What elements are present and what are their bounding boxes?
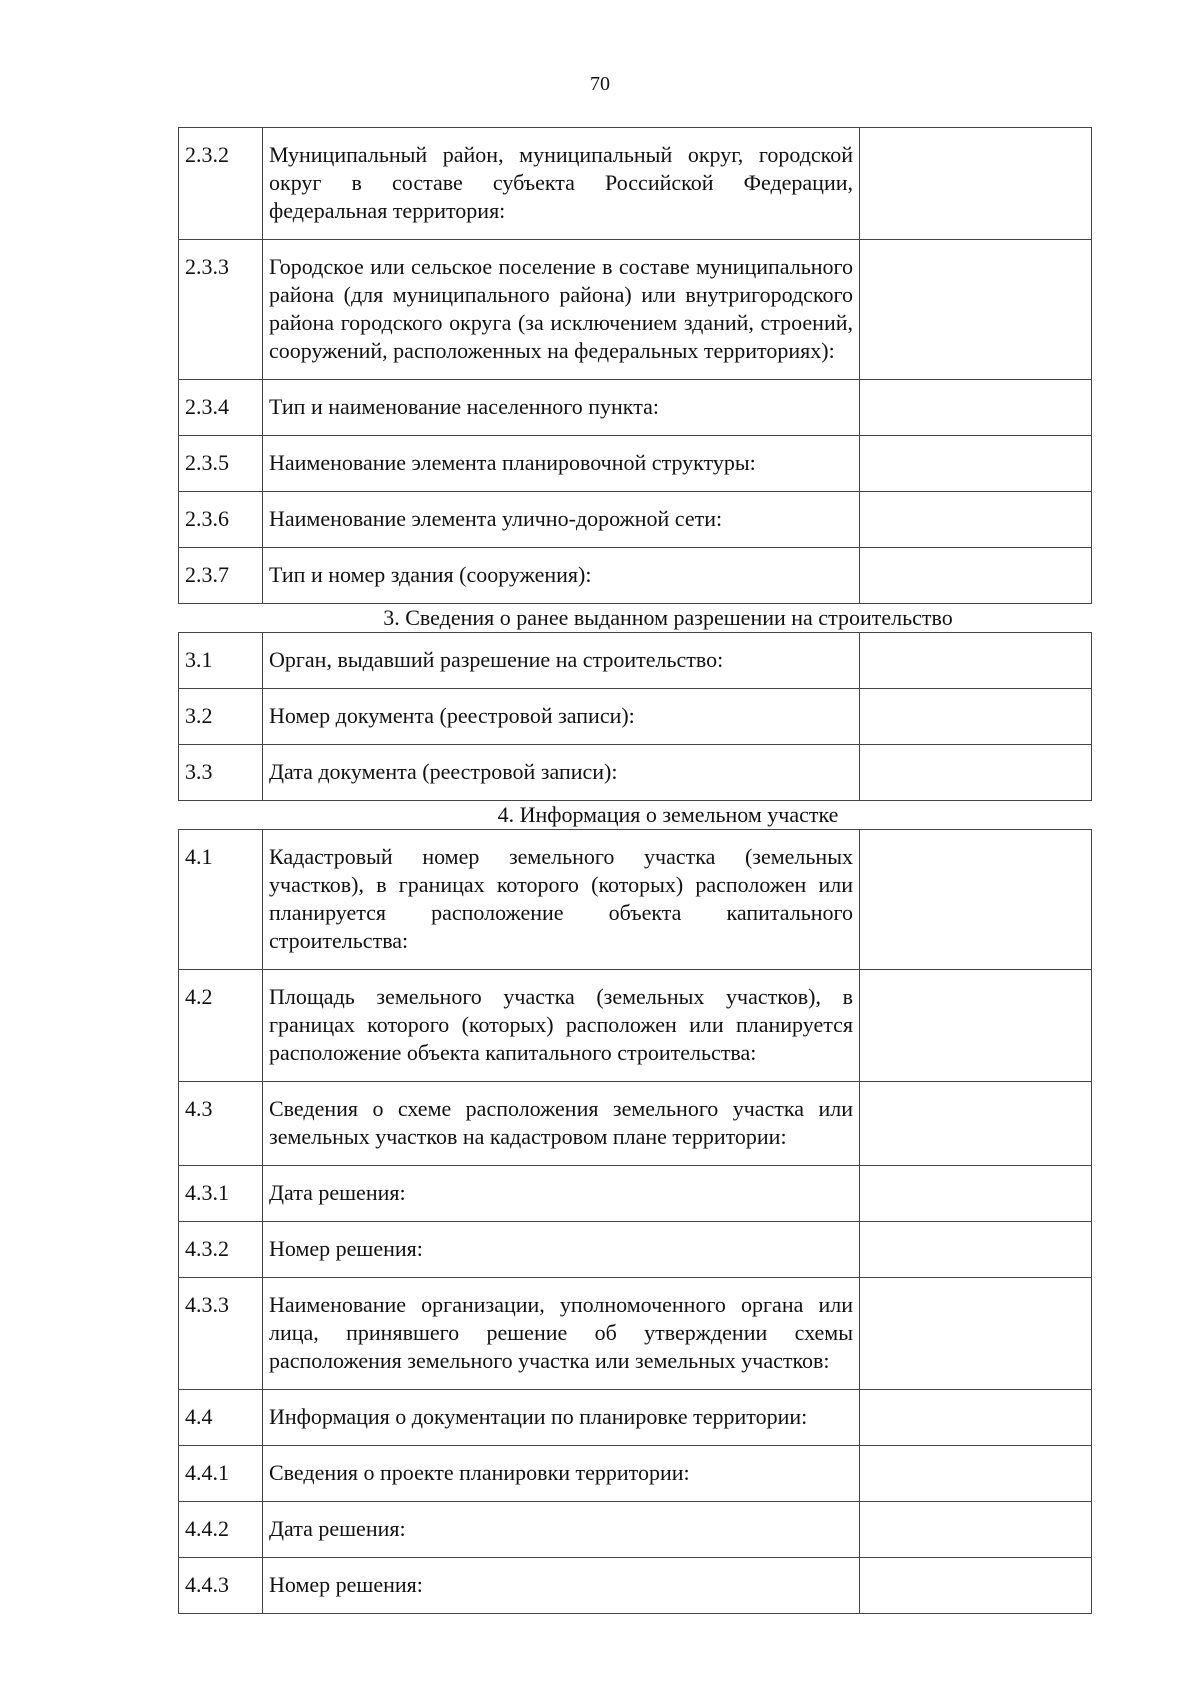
table-row	[179, 492, 1092, 548]
row-number: 4.3.1	[179, 1166, 263, 1222]
row-number: 3.1	[179, 633, 263, 689]
row-number: 4.1	[179, 830, 263, 970]
table-row	[179, 1558, 1092, 1614]
row-label: Информация о документации по планировке территории:	[263, 1390, 860, 1446]
row-number: 4.4.2	[179, 1502, 263, 1558]
row-value-cell[interactable]	[860, 689, 1092, 745]
row-label: Наименование элемента улично-дорожной сети:	[263, 492, 860, 548]
section-heading-permit: 3. Сведения о ранее выданном разрешении на строительство	[383, 605, 953, 630]
row-label: Наименование организации, уполномоченного органа или лица, принявшего решение об утверждении схемы расположения земельного участка или земельных участков:	[263, 1278, 860, 1390]
row-number: 4.4.1	[179, 1446, 263, 1502]
row-number: 4.2	[179, 970, 263, 1082]
row-label: Кадастровый номер земельного участка (земельных участков), в границах которого (которых) расположен или планируется расположение объекта капитального строительства:	[263, 830, 860, 970]
row-value-cell[interactable]	[860, 1166, 1092, 1222]
table-row	[179, 1446, 1092, 1502]
row-label: Наименование элемента планировочной структуры:	[263, 436, 860, 492]
row-number: 2.3.7	[179, 548, 263, 604]
table-row	[179, 1390, 1092, 1446]
row-number: 4.4.3	[179, 1558, 263, 1614]
table-row	[179, 1222, 1092, 1278]
row-value-cell[interactable]	[860, 548, 1092, 604]
row-number: 2.3.6	[179, 492, 263, 548]
row-label: Дата документа (реестровой записи):	[263, 745, 860, 801]
row-value-cell[interactable]	[860, 633, 1092, 689]
row-number: 3.2	[179, 689, 263, 745]
row-value-cell[interactable]	[860, 492, 1092, 548]
row-label: Сведения о проекте планировки территории:	[263, 1446, 860, 1502]
row-value-cell[interactable]	[860, 1558, 1092, 1614]
table-row	[179, 830, 1092, 970]
section-heading-land-plot: 4. Информация о земельном участке	[497, 802, 839, 827]
row-label: Тип и наименование населенного пункта:	[263, 380, 860, 436]
row-number: 3.3	[179, 745, 263, 801]
table-row	[179, 689, 1092, 745]
table-row	[179, 633, 1092, 689]
table-row	[179, 1082, 1092, 1166]
row-label: Сведения о схеме расположения земельного участка или земельных участков на кадастровом плане территории:	[263, 1082, 860, 1166]
row-value-cell[interactable]	[860, 240, 1092, 380]
row-value-cell[interactable]	[860, 1446, 1092, 1502]
row-label: Площадь земельного участка (земельных участков), в границах которого (которых) расположен или планируется расположение объекта капитального строительства:	[263, 970, 860, 1082]
row-number: 2.3.4	[179, 380, 263, 436]
address-table	[178, 127, 1092, 604]
row-number: 2.3.3	[179, 240, 263, 380]
row-value-cell[interactable]	[860, 970, 1092, 1082]
table-row	[179, 128, 1092, 240]
row-value-cell[interactable]	[860, 128, 1092, 240]
page-number: 70	[590, 73, 610, 95]
row-number: 4.3.3	[179, 1278, 263, 1390]
application-form	[178, 127, 1088, 1614]
table-row	[179, 970, 1092, 1082]
table-row	[179, 1502, 1092, 1558]
row-number: 4.4	[179, 1390, 263, 1446]
table-row	[179, 1278, 1092, 1390]
land-plot-table	[178, 829, 1092, 1614]
row-label: Дата решения:	[263, 1166, 860, 1222]
table-row	[179, 548, 1092, 604]
row-label: Муниципальный район, муниципальный округ, городской округ в составе субъекта Российской Федерации, федеральная территория:	[263, 128, 860, 240]
row-label: Дата решения:	[263, 1502, 860, 1558]
table-row	[179, 1166, 1092, 1222]
permit-table	[178, 632, 1092, 801]
table-row	[179, 436, 1092, 492]
row-value-cell[interactable]	[860, 380, 1092, 436]
row-number: 2.3.5	[179, 436, 263, 492]
row-value-cell[interactable]	[860, 1502, 1092, 1558]
row-value-cell[interactable]	[860, 1222, 1092, 1278]
row-label: Орган, выдавший разрешение на строительство:	[263, 633, 860, 689]
row-label: Городское или сельское поселение в составе муниципального района (для муниципального района) или внутригородского района городского округа (за исключением зданий, строений, сооружений, расположенных на федеральных территориях):	[263, 240, 860, 380]
row-value-cell[interactable]	[860, 830, 1092, 970]
row-value-cell[interactable]	[860, 1082, 1092, 1166]
table-row	[179, 745, 1092, 801]
row-label: Номер решения:	[263, 1558, 860, 1614]
table-row	[179, 380, 1092, 436]
row-number: 2.3.2	[179, 128, 263, 240]
row-value-cell[interactable]	[860, 436, 1092, 492]
table-row	[179, 240, 1092, 380]
row-label: Номер документа (реестровой записи):	[263, 689, 860, 745]
row-label: Тип и номер здания (сооружения):	[263, 548, 860, 604]
row-number: 4.3.2	[179, 1222, 263, 1278]
row-value-cell[interactable]	[860, 1278, 1092, 1390]
row-value-cell[interactable]	[860, 745, 1092, 801]
row-number: 4.3	[179, 1082, 263, 1166]
row-label: Номер решения:	[263, 1222, 860, 1278]
row-value-cell[interactable]	[860, 1390, 1092, 1446]
